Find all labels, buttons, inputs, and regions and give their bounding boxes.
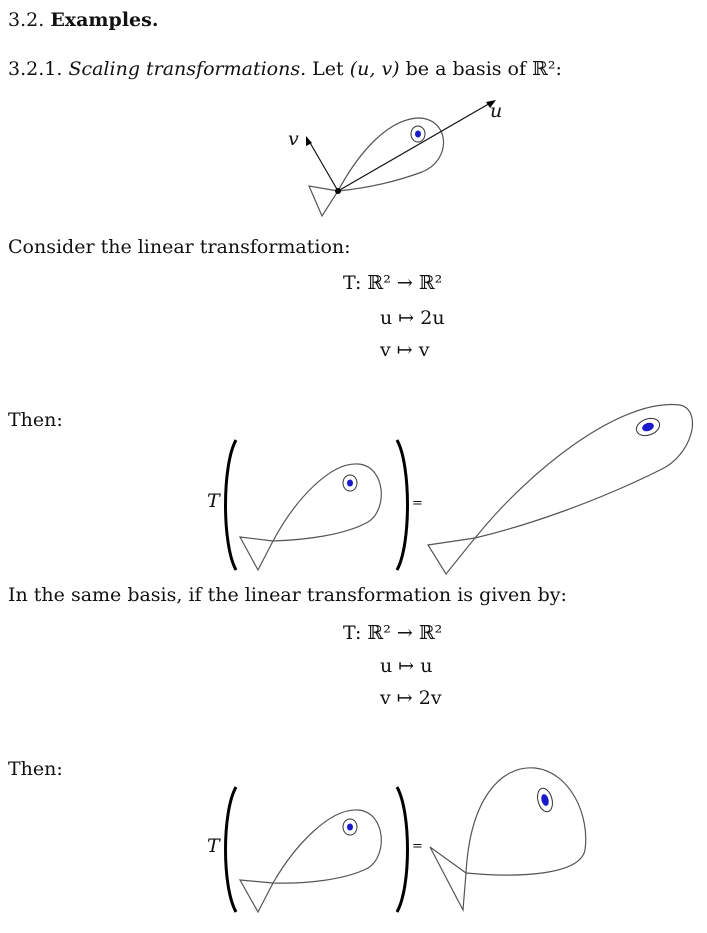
map2-line2: u ↦ u xyxy=(380,655,433,677)
u-label: u xyxy=(490,100,503,122)
map1-line1: T: ℝ² → ℝ² xyxy=(343,272,443,294)
eye-pupil xyxy=(540,793,550,806)
eye-pupil xyxy=(347,824,353,831)
fish-tail xyxy=(240,880,273,912)
subsection-intro-pre: Let xyxy=(312,58,350,80)
subsection-title: Scaling transformations. xyxy=(68,58,307,80)
section-title: Examples. xyxy=(50,9,159,31)
same-basis-text: In the same basis, if the linear transformation is given by: xyxy=(8,584,567,606)
map1-line3: v ↦ v xyxy=(380,339,430,361)
fish-original xyxy=(240,810,381,912)
map1-line2: u ↦ 2u xyxy=(380,307,445,329)
fish-tail xyxy=(430,847,466,910)
consider-text: Consider the linear transformation: xyxy=(8,236,351,258)
fish-stretched-v xyxy=(430,768,586,910)
then-text-2: Then: xyxy=(8,758,63,780)
fish-body xyxy=(466,768,586,875)
map2-line3: v ↦ 2v xyxy=(380,687,442,709)
left-paren xyxy=(226,787,237,912)
subsection-intro-math: (u, v) xyxy=(349,58,400,80)
fig1-T-label: T xyxy=(207,490,220,512)
right-paren xyxy=(397,787,408,912)
map2-line1: T: ℝ² → ℝ² xyxy=(343,622,443,644)
v-label: v xyxy=(288,128,299,150)
fish-body xyxy=(273,810,381,883)
fig2-T-label: T xyxy=(207,835,220,857)
subsection-intro-post: be a basis of ℝ²: xyxy=(399,58,562,80)
then-text-1: Then: xyxy=(8,409,63,431)
subsection-number: 3.2.1. xyxy=(8,58,63,80)
fig1-equals: = xyxy=(412,496,423,511)
section-number: 3.2. xyxy=(8,9,45,31)
fig2-equals: = xyxy=(412,839,423,854)
